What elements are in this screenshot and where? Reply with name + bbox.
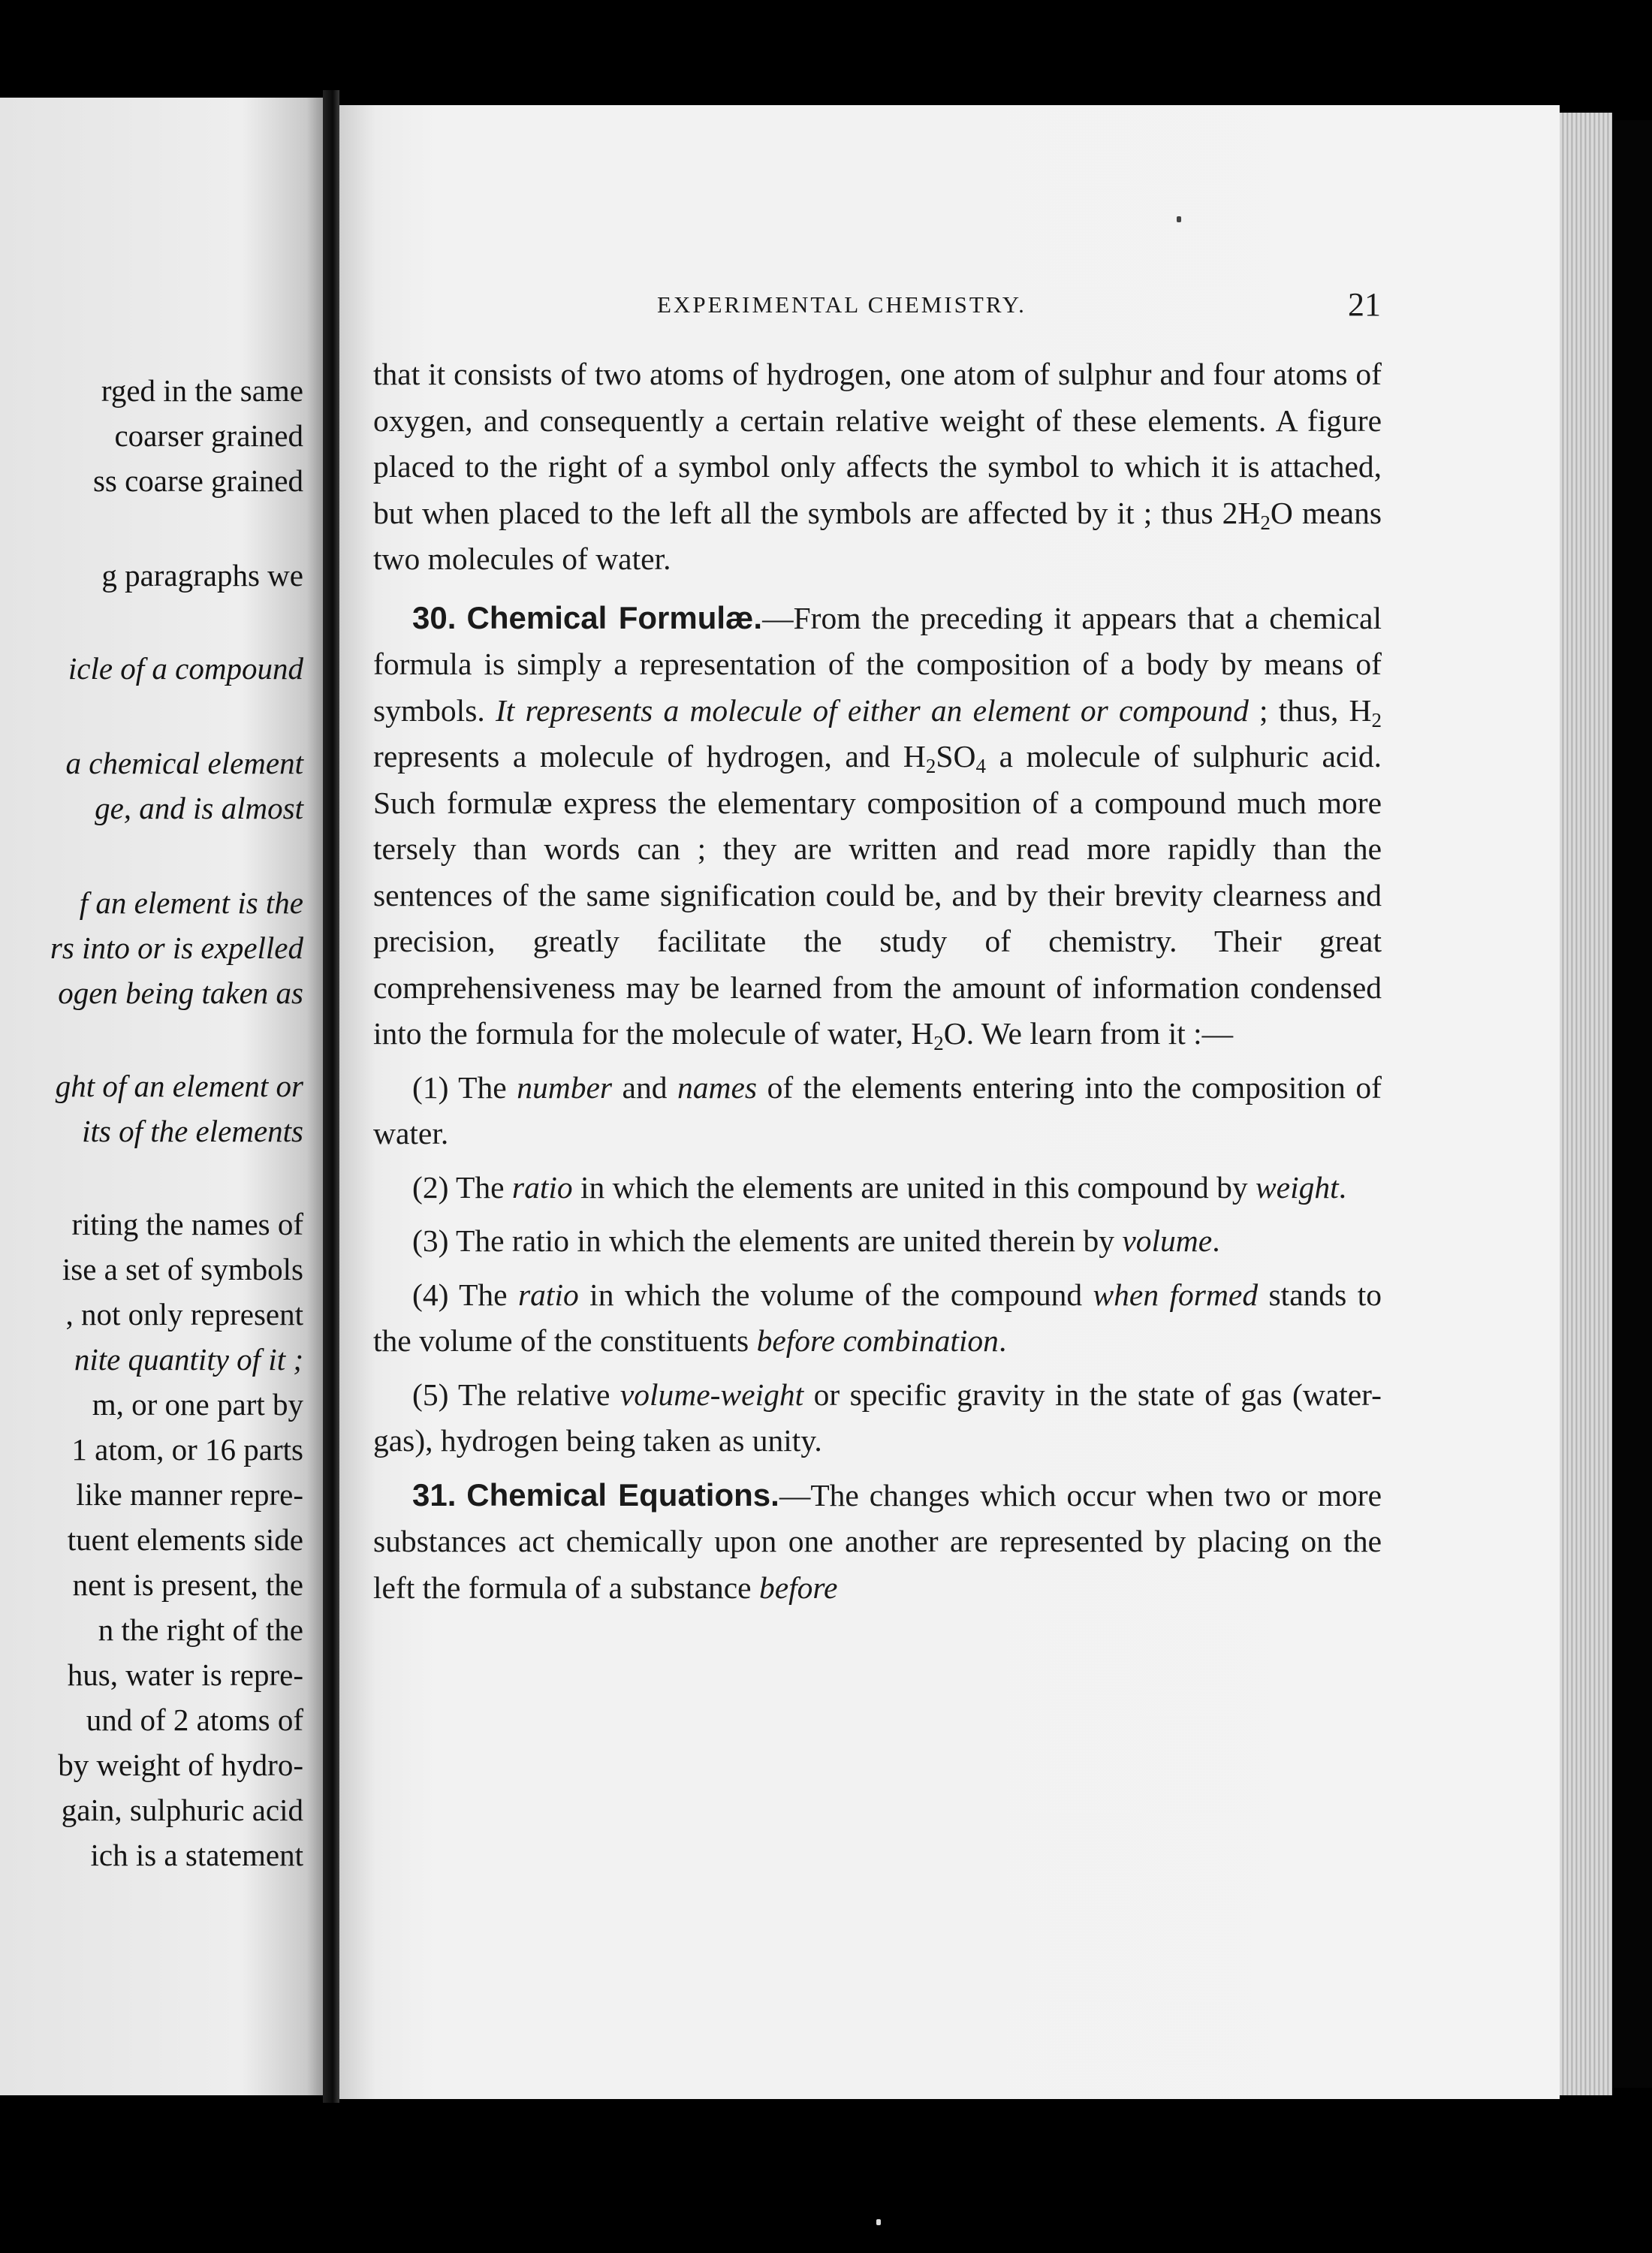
section-30-heading: Chemical Formulæ. — [466, 599, 763, 635]
list-item-2: (2) The ratio in which the elements are united in this compound by weight. — [412, 1169, 1347, 1205]
left-page-line: g paragraphs we — [101, 558, 303, 593]
section-31-heading: Chemical Equations. — [466, 1476, 779, 1513]
left-page-line: coarser grained — [114, 418, 303, 453]
left-page-line: riting the names of — [71, 1207, 303, 1241]
intro-paragraph: that it consists of two atoms of hydrogen, one atom of sulphur and four atoms of oxygen, and consequently a certain relative weight of these elements. A figure placed to the right of a symbol only affects the symbol to which it is attached, but when placed to the left all the symbols are affected by it ; thus $2H_2O$ means two molecules of water. — [373, 357, 1382, 576]
left-page-line: , not only represent — [65, 1297, 303, 1332]
left-page-line: ght of an element or — [55, 1069, 303, 1103]
left-page-line: nite quantity of it ; — [74, 1342, 303, 1377]
list-item-5: (5) The relative volume-weight or specific gravity in the state of gas (water-gas), hydrogen being taken as unity. — [373, 1377, 1382, 1458]
book-gutter — [323, 90, 339, 2103]
list-item-4: (4) The ratio in which the volume of the compound when formed stands to the volume of the constituents before combination. — [373, 1277, 1382, 1358]
left-page-line: m, or one part by — [92, 1387, 303, 1422]
left-page-line: ise a set of symbols — [62, 1252, 303, 1286]
left-page-line: hus, water is repre- — [67, 1657, 303, 1692]
section-30-number: 30. — [412, 599, 457, 635]
list-item-3: (3) The ratio in which the elements are united therein by volume. — [412, 1223, 1220, 1258]
left-page-line: ich is a statement — [90, 1838, 303, 1872]
running-head: EXPERIMENTAL CHEMISTRY. — [657, 291, 1026, 318]
page-edges — [1560, 113, 1612, 2095]
page-number: 21 — [1348, 286, 1381, 323]
section-31-paragraph: 31. Chemical Equations.—The changes which occur when two or more substances act chemically upon one another are represented by placing on the left the formula of a substance before — [373, 1476, 1382, 1605]
left-page-line: tuent elements side — [67, 1522, 303, 1557]
speck-mark — [1177, 216, 1181, 222]
body-text — [373, 351, 1382, 1611]
left-page-line: und of 2 atoms of — [86, 1703, 303, 1737]
left-page-line: ge, and is almost — [95, 791, 303, 825]
left-page-line: like manner repre- — [76, 1477, 303, 1512]
speck-mark — [876, 2219, 881, 2225]
left-page-line: icle of a compound — [68, 651, 303, 686]
left-page-line: gain, sulphuric acid — [61, 1793, 303, 1827]
left-page-line: nent is present, the — [72, 1567, 303, 1602]
section-30-paragraph: 30. Chemical Formulæ.—From the preceding it appears that a chemical formula is simply a representation of the composition of a body by means of symbols. It represents a molecule of either an element or compound ; thus, $H_2$ represents a molecule of hydrogen, and $H_2SO_4$ a molecule of sulphuric acid. Such formulæ express the elementary composition of a compound much more tersely than words can ; they are written and read more rapidly than the sentences of the same signification could be, and by their brevity clearness and precision, greatly facilitate the study of chemistry. Their great comprehensiveness may be learned from the amount of information condensed into the formula for the molecule of water, $H_2O$. We learn from it :— — [373, 599, 1382, 1054]
left-page-line: n the right of the — [98, 1612, 303, 1647]
left-page-line: by weight of hydro- — [58, 1748, 303, 1782]
list-item-1: (1) The number and names of the elements entering into the composition of water. — [373, 1069, 1382, 1151]
left-page-line: ss coarse grained — [92, 463, 303, 498]
section-31-number: 31. — [412, 1476, 457, 1513]
background-edge — [1612, 120, 1652, 2088]
left-page-line: a chemical element — [65, 746, 303, 780]
left-page-line: rs into or is expelled — [50, 930, 303, 965]
left-page-line: its of the elements — [82, 1114, 303, 1148]
left-page-line: f an element is the — [79, 885, 303, 920]
left-page-line: 1 atom, or 16 parts — [71, 1432, 303, 1467]
left-facing-page — [0, 98, 323, 2095]
left-page-line: ogen being taken as — [58, 976, 303, 1010]
left-page-line: rged in the same — [101, 373, 303, 408]
